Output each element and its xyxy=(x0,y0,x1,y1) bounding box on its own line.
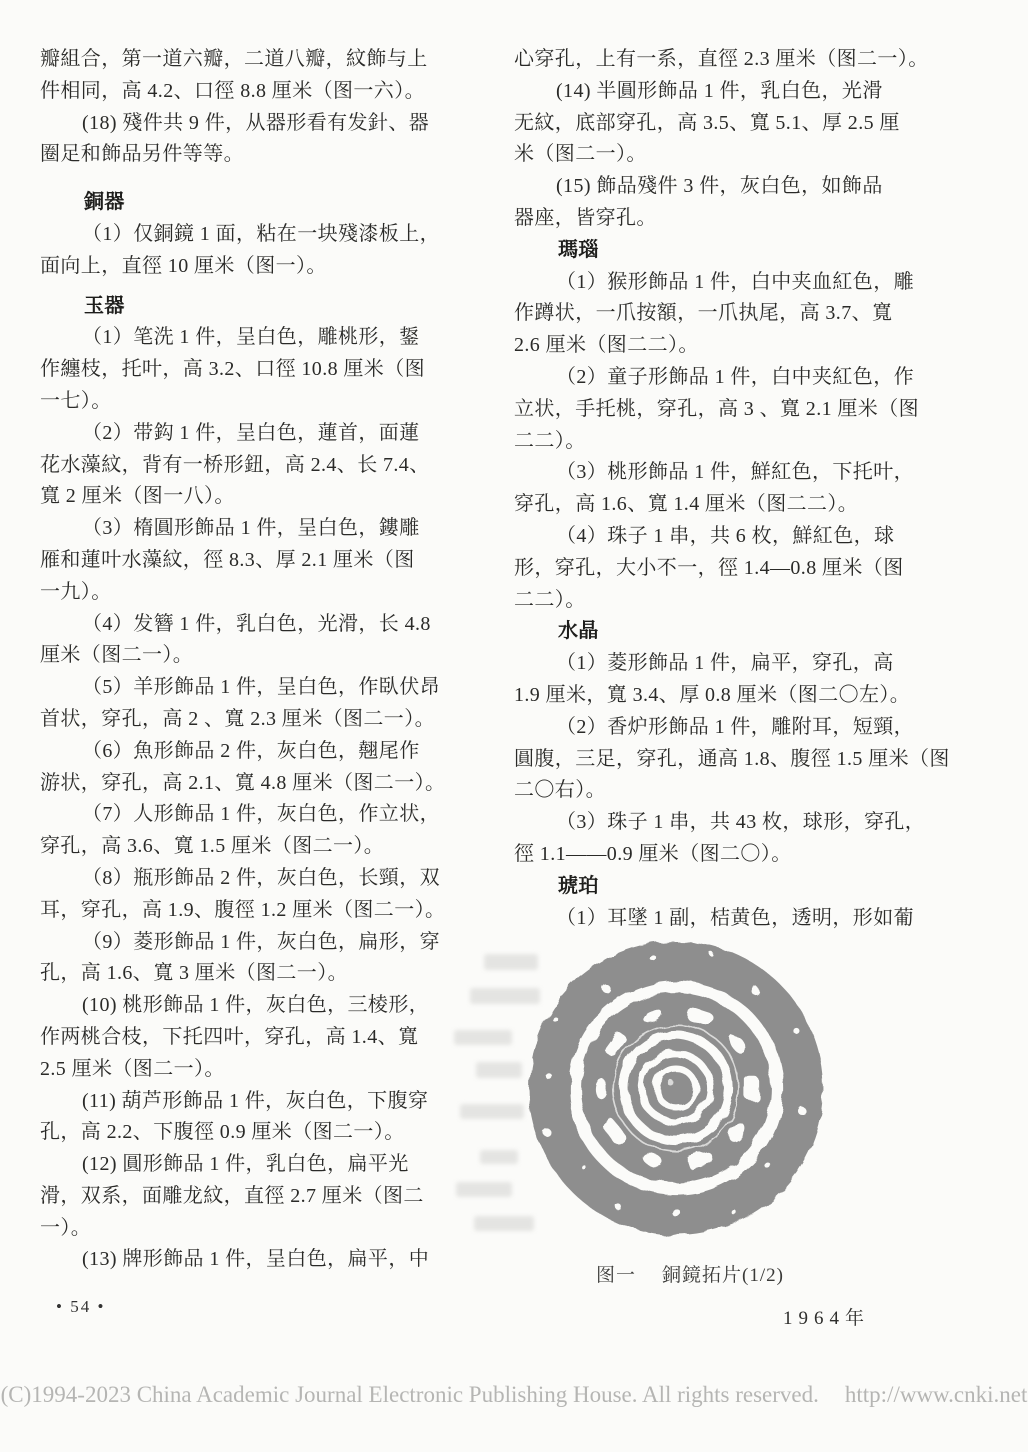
section-header: 琥珀 xyxy=(558,874,599,897)
text-line: 圈足和飾品另件等等。 xyxy=(40,143,244,166)
text-line: （2）童子形飾品 1 件，白中夹紅色，作 xyxy=(556,365,914,388)
text-line: 孔，高 2.2、下腹徑 0.9 厘米（图二一）。 xyxy=(40,1121,405,1144)
text-line: （3）桃形飾品 1 件，鮮紅色，下托叶， xyxy=(556,461,914,484)
text-line: 作蹲状，一爪按額，一爪执尾，高 3.7、寬 xyxy=(514,302,893,325)
text-line: （4）珠子 1 串，共 6 枚，鮮紅色，球 xyxy=(556,524,895,547)
section-header: 玉器 xyxy=(84,294,125,317)
text-line: 米（图二一）。 xyxy=(514,143,647,166)
text-line: 首状，穿孔，高 2 、寬 2.3 厘米（图二一）。 xyxy=(40,707,435,730)
text-line: 一七）。 xyxy=(40,389,112,412)
left-column xyxy=(40,44,490,1276)
text-line: 一）。 xyxy=(40,1216,92,1239)
section-header: 瑪瑙 xyxy=(558,238,599,261)
text-line: （3）楕圓形飾品 1 件，呈白色，鏤雕 xyxy=(82,517,420,540)
text-line: (15) 飾品殘件 3 件，灰白色，如飾品 xyxy=(556,175,883,198)
text-line: （2）带鈎 1 件，呈白色，蓮首，面蓮 xyxy=(82,421,420,444)
text-line: （7）人形飾品 1 件，灰白色，作立状， xyxy=(82,803,440,826)
text-line: 二二）。 xyxy=(514,429,586,452)
text-line: （1）菱形飾品 1 件，扁平，穿孔，高 xyxy=(556,652,894,675)
figure-caption xyxy=(596,1260,784,1287)
text-line: 器座，皆穿孔。 xyxy=(514,206,657,229)
text-line: 心穿孔，上有一系，直徑 2.3 厘米（图二一）。 xyxy=(514,48,929,70)
text-line: 滑，双系，面雕龙紋，直徑 2.7 厘米（图二 xyxy=(40,1184,424,1207)
text-line: 圓腹，三足，穿孔，通高 1.8、腹徑 1.5 厘米（图 xyxy=(514,747,950,770)
text-line: 1.9 厘米，寬 3.4、厚 0.8 厘米（图二〇左）。 xyxy=(514,683,911,706)
text-line: 作纏枝，托叶，高 3.2、口徑 10.8 厘米（图 xyxy=(40,358,425,381)
text-line: （8）瓶形飾品 2 件，灰白色，长頸，双 xyxy=(82,866,440,889)
text-line: 件相同，高 4.2、口徑 8.8 厘米（图一六）。 xyxy=(40,79,425,102)
text-line: 作两桃合枝，下托四叶，穿孔，高 1.4、寬 xyxy=(40,1025,419,1048)
text-line: （1）仅銅鏡 1 面，粘在一块殘漆板上， xyxy=(82,222,440,245)
text-line: 耳，穿孔，高 1.9、腹徑 1.2 厘米（图二一）。 xyxy=(40,898,446,921)
text-line: （3）珠子 1 串，共 43 枚，球形，穿孔， xyxy=(556,811,926,834)
text-line: （6）魚形飾品 2 件，灰白色，翹尾作 xyxy=(82,739,420,762)
text-line: (13) 牌形飾品 1 件，呈白色，扁平，中 xyxy=(82,1248,430,1271)
text-line: 游状，穿孔，高 2.1、寬 4.8 厘米（图二一）。 xyxy=(40,771,446,794)
copyright-line xyxy=(0,1382,1028,1408)
text-line: 无紋，底部穿孔，高 3.5、寬 5.1、厚 2.5 厘 xyxy=(514,111,900,134)
text-line: 二〇右）。 xyxy=(514,779,606,802)
text-line: （5）羊形飾品 1 件，呈白色，作臥伏昂 xyxy=(82,676,440,699)
text-line: （9）菱形飾品 1 件，灰白色，扁形，穿 xyxy=(82,930,440,953)
text-line: 穿孔，高 1.6、寬 1.4 厘米（图二二）。 xyxy=(514,493,859,516)
section-header: 水晶 xyxy=(558,620,599,643)
text-line: 厘米（图二一）。 xyxy=(40,644,194,667)
figure-caption-title: 銅鏡拓片(1/2) xyxy=(662,1265,784,1286)
text-line: (18) 殘件共 9 件，从器形看有发針、器 xyxy=(82,111,430,134)
copyright-text: (C)1994-2023 China Academic Journal Electronic Publishing House. All rights reserved. xyxy=(0,1382,819,1407)
text-line: 瓣組合，第一道六瓣，二道八瓣，紋飾与上 xyxy=(40,48,428,70)
text-line: （2）香炉形飾品 1 件，雕附耳，短頸， xyxy=(556,715,914,738)
text-line: （1）笔洗 1 件，呈白色，雕桃形，鋬 xyxy=(82,326,420,349)
text-line: 雁和蓮叶水藻紋，徑 8.3、厚 2.1 厘米（图 xyxy=(40,548,415,571)
figure-caption-label: 图一 xyxy=(596,1265,637,1286)
text-line: 形，穿孔，大小不一，徑 1.4—0.8 厘米（图 xyxy=(514,556,904,579)
figure-bronze-mirror-rubbing xyxy=(526,938,826,1238)
page-number: • 54 • xyxy=(56,1297,106,1316)
year-label: 1964年 xyxy=(782,1308,870,1329)
text-line: 立状，手托桃，穿孔，高 3 、寬 2.1 厘米（图 xyxy=(514,397,919,420)
text-line: （4）发簪 1 件，乳白色，光滑，长 4.8 xyxy=(82,612,431,635)
text-line: (12) 圓形飾品 1 件，乳白色，扁平光 xyxy=(82,1153,409,1176)
bronze-mirror-rubbing-image xyxy=(526,938,826,1238)
text-line: 一九）。 xyxy=(40,580,112,603)
text-line: 穿孔，高 3.6、寬 1.5 厘米（图二一）。 xyxy=(40,835,385,858)
text-line: 花水藻紋，背有一桥形鈕，高 2.4、长 7.4、 xyxy=(40,453,430,476)
text-line: 2.6 厘米（图二二）。 xyxy=(514,334,699,357)
text-line: 二二）。 xyxy=(514,588,586,611)
text-line: （1）耳墜 1 副，桔黄色，透明，形如葡 xyxy=(556,906,914,929)
text-line: 徑 1.1——0.9 厘米（图二〇）。 xyxy=(514,842,792,865)
section-header: 銅器 xyxy=(84,191,125,214)
text-line: 面向上，直徑 10 厘米（图一）。 xyxy=(40,254,327,277)
text-line: (11) 葫芦形飾品 1 件，灰白色，下腹穿 xyxy=(82,1089,429,1112)
text-line: 寬 2 厘米（图一八）。 xyxy=(40,485,235,508)
text-line: (14) 半圓形飾品 1 件，乳白色，光滑 xyxy=(556,79,883,102)
text-line: 2.5 厘米（图二一）。 xyxy=(40,1057,225,1080)
right-column xyxy=(514,44,964,934)
text-line: 孔，高 1.6、寬 3 厘米（图二一）。 xyxy=(40,962,348,985)
text-line: (10) 桃形飾品 1 件，灰白色，三棱形， xyxy=(82,994,430,1017)
copyright-url: http://www.cnki.net xyxy=(844,1382,1028,1407)
text-line: （1）猴形飾品 1 件，白中夹血紅色，雕 xyxy=(556,270,914,293)
